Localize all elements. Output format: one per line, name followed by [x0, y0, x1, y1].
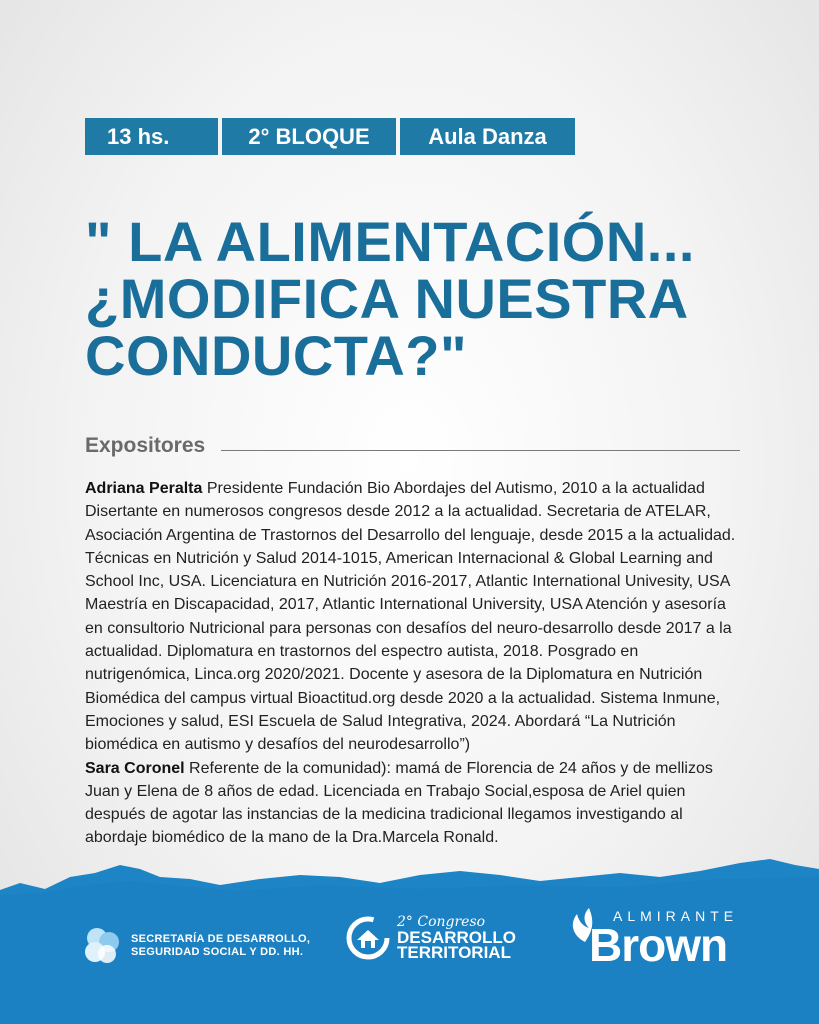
- secretaria-logo: [83, 926, 310, 966]
- speakers-heading: Expositores: [85, 434, 206, 457]
- house-hands-icon: [345, 912, 391, 962]
- title-line-2: ¿MODIFICA NUESTRA: [85, 267, 689, 330]
- congreso-logo: [345, 912, 516, 962]
- org2-line-2: DESARROLLO: [397, 927, 516, 947]
- title-line-3: CONDUCTA?": [85, 324, 468, 387]
- circles-icon: [83, 926, 123, 966]
- speakers-bios: [85, 477, 745, 850]
- session-tags: [85, 118, 575, 155]
- room-tag: Aula Danza: [400, 118, 575, 155]
- time-tag: 13 hs.: [85, 118, 218, 155]
- speaker-name: Sara Coronel: [85, 759, 185, 777]
- talk-title: [85, 210, 785, 387]
- speaker-bio: Referente de la comunidad): mamá de Florencia de 24 años y de mellizos Juan y Elena de 8 años de edad. Licenciada en Trabajo Social,esposa de Ariel quien después de agotar las instancias de la medicina tradicional llegamos investigando al abordaje biomédico de la mano de la Dra.Marcela Ronald.: [85, 759, 713, 847]
- block-tag: 2° BLOQUE: [222, 118, 396, 155]
- speakers-heading-row: [85, 434, 740, 458]
- title-line-1: " LA ALIMENTACIÓN...: [85, 210, 695, 273]
- org3-big: Brown: [589, 919, 728, 971]
- org3-small: ALMIRANTE: [613, 908, 739, 924]
- org2-line-1: 2° Congreso: [397, 913, 486, 930]
- org1-line-1: SECRETARÍA DE DESARROLLO,: [131, 933, 311, 945]
- org1-line-2: SEGURIDAD SOCIAL Y DD. HH.: [131, 946, 304, 958]
- org2-line-3: TERRITORIAL: [397, 942, 511, 962]
- speaker-bio: Presidente Fundación Bio Abordajes del Autismo, 2010 a la actualidad Disertante en numerosos congresos desde 2012 a la actualidad. Secretaria de ATELAR, Asociación Argentina de Trastornos del Desarrollo del lenguaje, desde 2015 a la actualidad. Técnicas en Nutrición y Salud 2014-1015, American Internacional & Global Learning and School Inc, USA. Licenciatura en Nutrición 2016-2017, Atlantic International Univesity, USA Maestría en Discapacidad, 2017, Atlantic International University, USA Atención y asesoría en consultorio Nutricional para personas con desafíos del neuro-desarrollo desde 2017 a la actualidad. Diplomatura en trastornos del espectro autista, 2018. Posgrado en nutrigenómica, Linca.org 2020/2021. Docente y asesora de la Diplomatura en Nutrición Biomédica del campus virtual Bioactitud.org desde 2020 a la actualidad. Sistema Inmune, Emociones y salud, ESI Escuela de Salud Integrativa, 2024. Abordará “La Nutrición biomédica en autismo y desafíos del neurodesarrollo”): [85, 480, 736, 754]
- speaker-name: Adriana Peralta: [85, 480, 203, 497]
- heading-divider: [221, 450, 740, 451]
